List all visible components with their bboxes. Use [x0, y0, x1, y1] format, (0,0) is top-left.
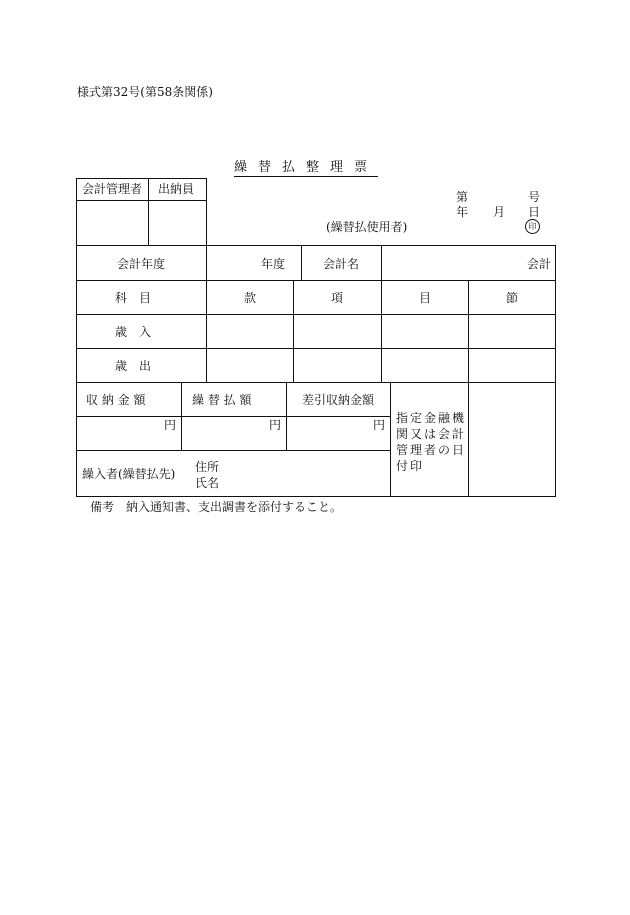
fiscal-year-unit: 年度 — [261, 257, 286, 271]
month-label: 月 — [493, 205, 506, 219]
payee-label: 繰入者(繰替払先) — [82, 467, 176, 481]
row-expenditure: 歳 出 — [115, 359, 152, 373]
column-kou: 項 — [331, 291, 344, 305]
cashier-label: 出納員 — [158, 182, 195, 196]
yen-unit: 円 — [164, 418, 177, 432]
column-kan: 款 — [244, 291, 257, 305]
substitute-amount-label: 繰 替 払 額 — [192, 393, 252, 407]
year-label: 年 — [456, 205, 469, 219]
number-prefix-label: 第 — [456, 190, 469, 204]
net-receipt-label: 差引収納金額 — [302, 393, 375, 407]
name-label: 氏名 — [195, 476, 220, 490]
accounting-manager-label: 会計管理者 — [82, 182, 143, 196]
yen-unit: 円 — [373, 418, 386, 432]
yen-unit: 円 — [269, 418, 282, 432]
substitute-payment-user-label: (繰替払使用者) — [326, 220, 408, 234]
seal-stamp-icon: 印 — [525, 219, 540, 234]
account-name-label: 会計名 — [323, 257, 360, 271]
bank-date-stamp-label: 指定金融機関又は会計管理者の日付印 — [396, 411, 467, 473]
column-setsu: 節 — [506, 291, 519, 305]
address-label: 住所 — [195, 460, 220, 474]
row-revenue: 歳 入 — [115, 325, 152, 339]
form-number: 様式第32号(第58条関係) — [77, 85, 213, 99]
form-title: 繰替払整理票 — [234, 160, 379, 175]
column-subject: 科 目 — [115, 291, 152, 305]
receipt-amount-label: 収 納 金 額 — [86, 393, 146, 407]
fiscal-year-label: 会計年度 — [117, 257, 166, 271]
day-label: 日 — [528, 205, 541, 219]
number-suffix-label: 号 — [528, 190, 541, 204]
remarks-note: 備考 納入通知書、支出調書を添付すること。 — [90, 500, 343, 514]
column-moku: 目 — [419, 291, 432, 305]
account-unit: 会計 — [527, 257, 552, 271]
